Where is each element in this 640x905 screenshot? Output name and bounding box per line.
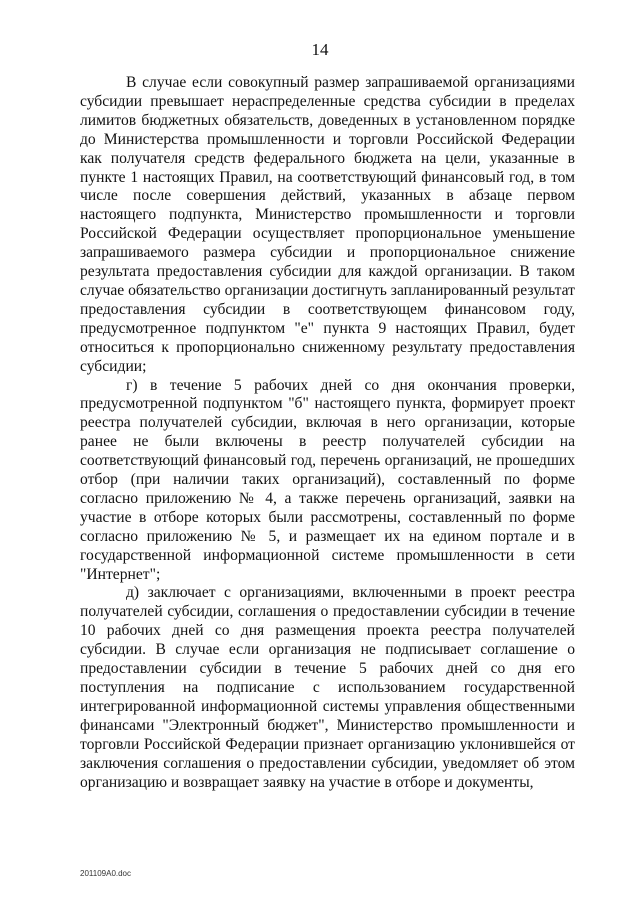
document-body	[80, 74, 575, 792]
page-number: 14	[311, 40, 329, 59]
paragraph-item-d: д) заключает с организациями, включенными в проект реестра получателей субсидии, соглашения о предоставлении субсидии в течение 10 рабочих дней со дня размещения проекта реестра получателей субсидии. В случае если организация не подписывает соглашение о предоставлении субсидии в течение 5 рабочих дней со дня его поступления на подписание с использованием государственной интегрированной информационной системы управления общественными финансами "Электронный бюджет", Министерство промышленности и торговли Российской Федерации признает организацию уклонившейся от заключения соглашения о предоставлении субсидии, уведомляет об этом организацию и возвращает заявку на участие в отборе и документы,	[80, 584, 575, 791]
paragraph-subsidy-reduction: В случае если совокупный размер запрашиваемой организациями субсидии превышает нераспределенные средства субсидии в пределах лимитов бюджетных обязательств, доведенных в установленном порядке до Министерства промышленности и торговли Российской Федерации как получателя средств федерального бюджета на цели, указанные в пункте 1 настоящих Правил, на соответствующий финансовый год, в том числе после совершения действий, указанных в абзаце первом настоящего подпункта, Министерство промышленности и торговли Российской Федерации осуществляет пропорциональное уменьшение запрашиваемого размера субсидии и пропорциональное снижение результата предоставления субсидии для каждой организации. В таком случае обязательство организации достигнуть запланированный результат предоставления субсидии в соответствующем финансовом году, предусмотренное подпунктом "е" пункта 9 настоящих Правил, будет относиться к пропорционально сниженному результату предоставления субсидии;	[80, 74, 575, 375]
footer-filename: 201109A0.doc	[80, 869, 132, 878]
paragraph-item-g: г) в течение 5 рабочих дней со дня окончания проверки, предусмотренной подпунктом "б" настоящего пункта, формирует проект реестра получателей субсидии, включая в него организации, которые ранее не были включены в реестр получателей субсидии на соответствующий финансовый год, перечень организаций, не прошедших отбор (при наличии таких организаций), составленный по форме согласно приложению № 4, а также перечень организаций, заявки на участие в отборе которых были рассмотрены, составленный по форме согласно приложению № 5, и размещает их на едином портале и в государственной информационной системе промышленности в сети "Интернет";	[80, 376, 575, 583]
